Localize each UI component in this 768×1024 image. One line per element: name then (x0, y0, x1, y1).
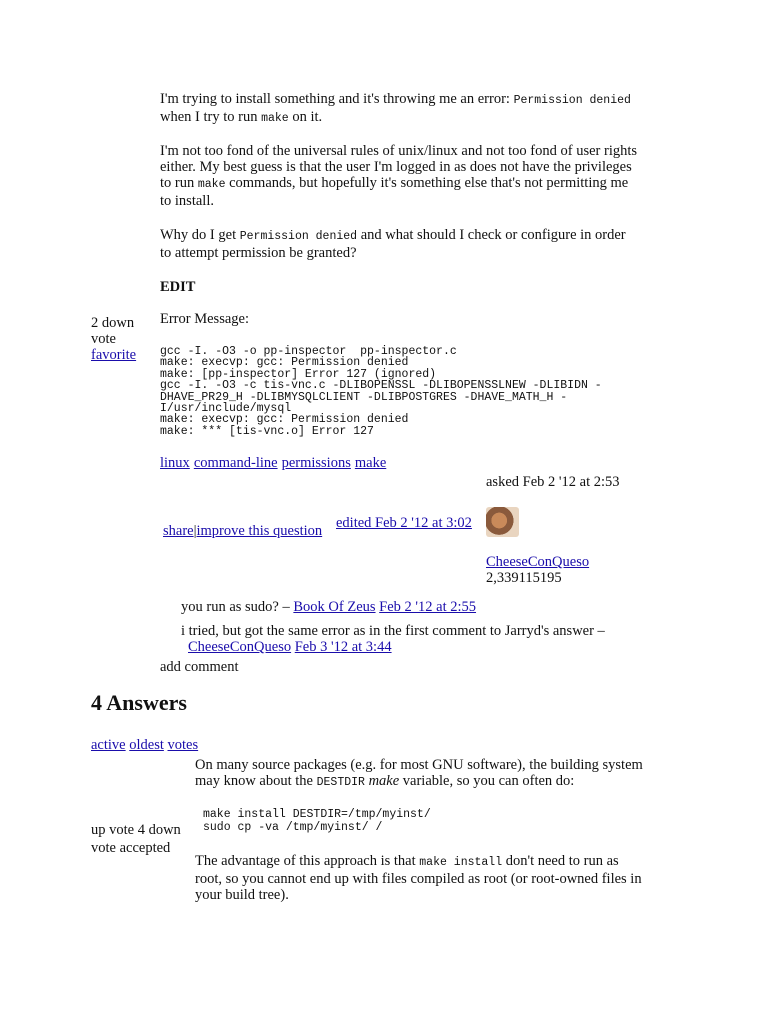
comment-text: i tried, but got the same error as in the first comment to Jarryd's answer – (181, 623, 605, 639)
tab-votes[interactable]: votes (167, 737, 199, 753)
vote-count-text: 2 down (91, 315, 135, 331)
tag-command-line[interactable]: command-line (193, 455, 278, 471)
inline-code: Permission denied (239, 230, 358, 243)
answer-paragraph-1: On many source packages (e.g. for most GNU software), the building system may know about the DESTDIR make variable, so you can often do: (195, 757, 643, 789)
vote-label: vote (91, 331, 116, 347)
comment-user-link[interactable]: CheeseConQueso (188, 639, 292, 655)
answers-heading: 4 Answers (91, 690, 187, 715)
inline-code: make (197, 178, 226, 191)
tag-list (160, 455, 390, 471)
tag-permissions[interactable]: permissions (281, 455, 351, 471)
user-reputation: 2,339115195 (486, 570, 562, 586)
accepted-label: vote accepted (91, 840, 171, 856)
asked-timestamp: asked Feb 2 '12 at 2:53 (486, 474, 620, 490)
user-card (486, 554, 589, 586)
error-label: Error Message: (160, 311, 249, 327)
question-paragraph-2: I'm not too fond of the universal rules of unix/linux and not too fond of user rights either. My best guess is that the user I'm logged in as does not have the privileges to run make commands, but hopefully it's something else that's not permitting me to install. (160, 143, 638, 209)
avatar[interactable] (486, 507, 519, 537)
answer-vote-cell (91, 822, 181, 856)
tag-make[interactable]: make (354, 455, 387, 471)
edit-label: EDIT (160, 279, 196, 295)
share-link[interactable]: share (163, 523, 194, 539)
comment-user-link[interactable]: Book Of Zeus (293, 599, 376, 615)
edited-timestamp-link[interactable]: edited Feb 2 '12 at 3:02 (336, 515, 472, 531)
menu-separator: | (193, 523, 197, 539)
improve-question-link[interactable]: improve this question (196, 523, 323, 539)
comment-1 (181, 599, 701, 615)
question-paragraph-1: I'm trying to install something and it's throwing me an error: Permission denied when I try to run make on it. (160, 91, 631, 125)
answer-paragraph-2: The advantage of this approach is that make install don't need to run as root, so you cannot end up with files compiled as root (or root-owned files in your build tree). (195, 853, 642, 903)
answer-code-block: make install DESTDIR=/tmp/myinst/ sudo cp -va /tmp/myinst/ / (203, 808, 431, 834)
tab-active[interactable]: active (91, 737, 126, 753)
inline-code: Permission denied (513, 94, 631, 107)
favorite-link[interactable]: favorite (91, 347, 137, 363)
question-paragraph-3: Why do I get Permission denied and what should I check or configure in order to attempt permission be granted? (160, 227, 626, 261)
question-vote-cell (91, 315, 151, 363)
sort-tabs (91, 737, 198, 753)
inline-code: DESTDIR (316, 776, 365, 789)
post-menu (163, 523, 322, 539)
comment-date-link[interactable]: Feb 3 '12 at 3:44 (294, 639, 392, 655)
inline-code: make install (419, 856, 503, 869)
error-code-block: gcc -I. -O3 -o pp-inspector pp-inspector.c make: execvp: gcc: Permission denied make: [pp-inspector] Error 127 (ignored) gcc -I. -O3 -c tis-vnc.c -DLIBOPENSSL -DLIBOPENSSLNEW -DLIBIDN - DHAVE_PR29_H -DLIBMYSQLCLIENT -DLIBPOSTGRES -DHAVE_MATH_H - I/usr/include/mysql make: execvp: gcc: Permission denied make: *** [tis-vnc.o] Error 127 (160, 345, 602, 438)
inline-code: make (261, 112, 289, 125)
user-name-link[interactable]: CheeseConQueso (486, 554, 590, 570)
question-body (160, 91, 720, 295)
tag-linux[interactable]: linux (160, 455, 190, 471)
add-comment-link[interactable]: add comment (160, 659, 239, 675)
comment-text: you run as sudo? – (181, 599, 294, 615)
comment-2 (181, 623, 701, 655)
comment-date-link[interactable]: Feb 2 '12 at 2:55 (379, 599, 477, 615)
answer-vote-text: up vote 4 down (91, 822, 181, 838)
tab-oldest[interactable]: oldest (129, 737, 164, 753)
